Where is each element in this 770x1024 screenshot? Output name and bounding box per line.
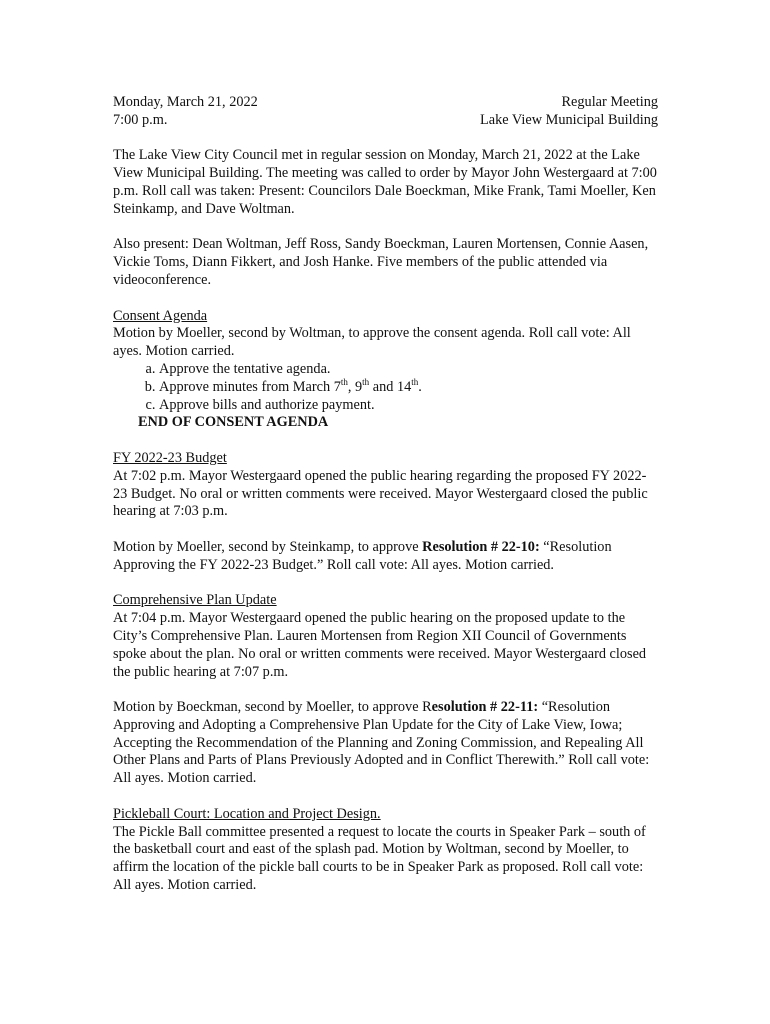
pickleball-title: Pickleball Court: Location and Project Design. (113, 805, 381, 822)
budget-hearing: At 7:02 p.m. Mayor Westergaard opened the public hearing regarding the proposed FY 2022-23 Budget. No oral or written comments were received. Mayor Westergaard closed the public hearing at 7:03 p.m. (113, 467, 648, 520)
consent-items-list (113, 361, 658, 414)
meeting-time: 7:00 p.m. (113, 111, 168, 128)
comprehensive-plan-motion: Motion by Boeckman, second by Moeller, to approve Resolution # 22-11: “Resolution Approving and Adopting a Comprehensive Plan Update for the City of Lake View, Iowa; Accepting the Recommendation of the Planning and Zoning Commission, and Repealing All Other Plans and Parts of Plans Previously Adopted and in Conflict Therewith.” Roll call vote: All ayes. Motion carried. (113, 699, 650, 787)
resolution-22-10-label: Resolution # 22-10: (422, 538, 540, 555)
end-consent-agenda: END OF CONSENT AGENDA (138, 414, 329, 431)
comprehensive-plan-title: Comprehensive Plan Update (113, 592, 277, 609)
header-row-1 (113, 94, 658, 112)
intro-paragraph: The Lake View City Council met in regular session on Monday, March 21, 2022 at the Lake View Municipal Building. The meeting was called to order by Mayor John Westergaard at 7:00 p.m. Roll call was taken: Present: Councilors Dale Boeckman, Mike Frank, Tami Moeller, Ken Steinkamp, and Dave Woltman. (113, 147, 657, 217)
consent-item-c: c. Approve bills and authorize payment. (159, 397, 658, 415)
comprehensive-plan-hearing: At 7:04 p.m. Mayor Westergaard opened the public hearing on the proposed update to the City’s Comprehensive Plan. Lauren Mortensen from Region XII Council of Governments spoke about the plan. No oral or written comments were received. Mayor Westergaard closed the public hearing at 7:07 p.m. (113, 610, 647, 680)
consent-motion: Motion by Moeller, second by Woltman, to approve the consent agenda. Roll call vote: All ayes. Motion carried. (113, 325, 631, 360)
minutes-document (113, 94, 658, 895)
header-row-2 (113, 112, 658, 130)
pickleball-paragraph: The Pickle Ball committee presented a request to locate the courts in Speaker Park – south of the basketball court and east of the splash pad. Motion by Woltman, second by Moeller, to affirm the location of the pickle ball courts to be in Speaker Park as proposed. Roll call vote: All ayes. Motion carried. (113, 823, 646, 894)
consent-agenda-title: Consent Agenda (113, 307, 208, 324)
budget-motion: Motion by Moeller, second by Steinkamp, to approve Resolution # 22-10: “Resolution Approving the FY 2022-23 Budget.” Roll call vote: All ayes. Motion carried. (113, 538, 612, 573)
meeting-type: Regular Meeting (561, 94, 658, 110)
consent-item-a: a. Approve the tentative agenda. (159, 361, 658, 379)
consent-item-b: b. Approve minutes from March 7th, 9th and 14th. (159, 379, 658, 397)
meeting-location: Lake View Municipal Building (480, 111, 658, 128)
also-present-paragraph: Also present: Dean Woltman, Jeff Ross, Sandy Boeckman, Lauren Mortensen, Connie Aasen, Vickie Toms, Diann Fikkert, and Josh Hanke. Five members of the public attended via videoconference. (113, 236, 649, 288)
budget-title: FY 2022-23 Budget (113, 449, 227, 466)
resolution-22-11-label: esolution # 22-11: (431, 699, 539, 716)
meeting-date: Monday, March 21, 2022 (113, 94, 258, 110)
